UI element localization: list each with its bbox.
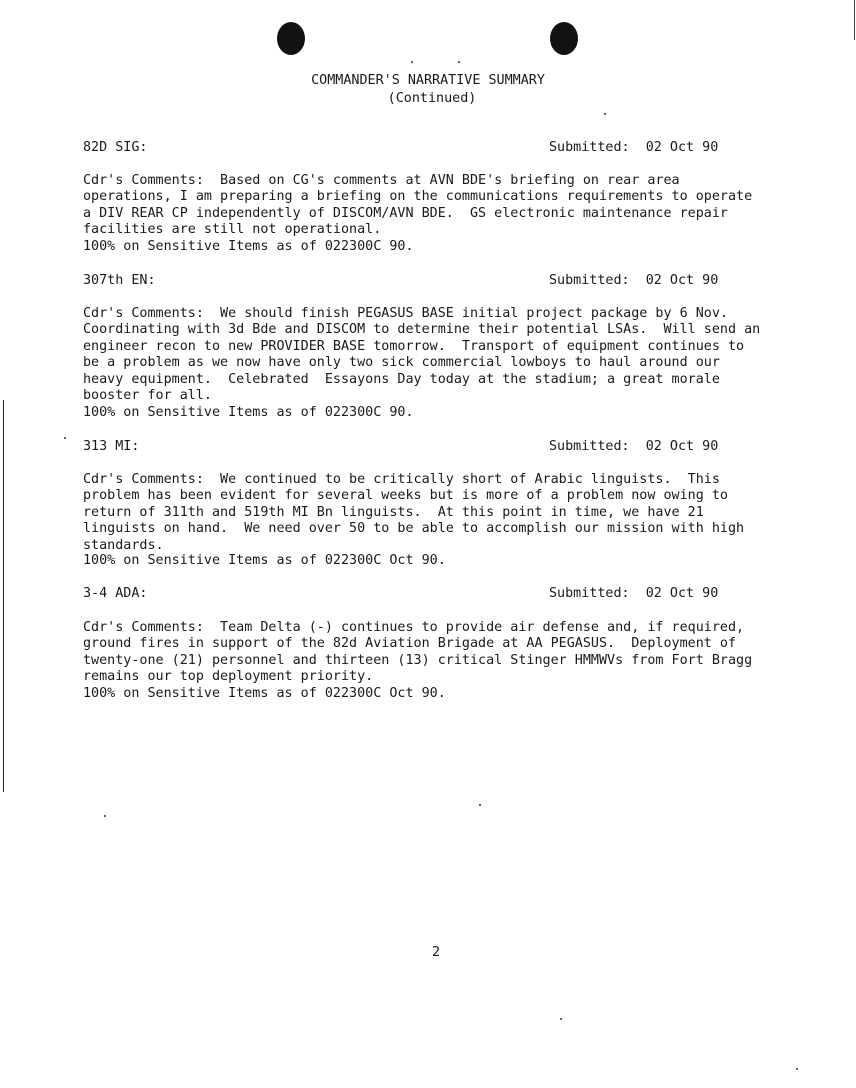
scan-speck [411,61,413,63]
section-submitted-date: Submitted: 02 Oct 90 [549,140,719,155]
section-submitted-date: Submitted: 02 Oct 90 [549,273,719,288]
punch-hole-right [550,22,578,55]
scan-speck [64,437,66,439]
scan-speck [104,815,106,817]
section-sensitive-items: 100% on Sensitive Items as of 022300C 90. [83,405,414,420]
scan-right-edge [854,0,855,40]
scan-speck [458,61,460,63]
section-unit-307th-en: 307th EN: [83,273,156,288]
section-comments: Cdr's Comments: Based on CG's comments at AVN BDE's briefing on rear area operations, I am preparing a briefing on the communications requirements to operate a DIV REAR CP independently of DISCOM/AVN BDE. GS electronic maintenance repair facilities are still not operational. [83,173,753,238]
section-sensitive-items: 100% on Sensitive Items as of 022300C 90. [83,239,414,254]
section-comments: Cdr's Comments: Team Delta (-) continues to provide air defense and, if required, ground fires in support of the 82d Aviation Brigade at AA PEGASUS. Deployment of twenty-one (21) personnel and thirteen (13) critical Stinger HMMWVs from Fort Bragg remains our top deployment priority. [83,620,753,685]
scan-speck [796,1068,798,1070]
scan-speck [604,113,606,115]
section-unit-82d-sig: 82D SIG: [83,140,148,155]
section-sensitive-items: 100% on Sensitive Items as of 022300C Oct 90. [83,553,446,568]
page-number: 2 [432,945,441,960]
scan-edge-line [3,400,4,792]
section-sensitive-items: 100% on Sensitive Items as of 022300C Oct 90. [83,686,446,701]
scan-speck [479,804,481,806]
document-subtitle: (Continued) [387,91,477,106]
section-submitted-date: Submitted: 02 Oct 90 [549,439,719,454]
scan-speck [560,1018,562,1020]
section-comments: Cdr's Comments: We continued to be critically short of Arabic linguists. This problem has been evident for several weeks but is more of a problem now owing to return of 311th and 519th MI Bn linguists. At this point in time, we have 21 linguists on hand. We need over 50 to be able to accomplish our mission with high standards. [83,472,745,553]
section-comments: Cdr's Comments: We should finish PEGASUS BASE initial project package by 6 Nov. Coordinating with 3d Bde and DISCOM to determine their potential LSAs. Will send an engineer recon to new PROVIDER BASE tomorrow. Transport of equipment continues to be a problem as we now have only two sick commercial lowboys to haul around our heavy equipment. Celebrated Essayons Day today at the stadium; a great morale booster for all. [83,306,761,404]
section-unit-3-4-ada: 3-4 ADA: [83,586,148,601]
punch-hole-left [277,22,305,55]
section-submitted-date: Submitted: 02 Oct 90 [549,586,719,601]
section-unit-313-mi: 313 MI: [83,439,140,454]
document-title: COMMANDER'S NARRATIVE SUMMARY [311,73,545,88]
